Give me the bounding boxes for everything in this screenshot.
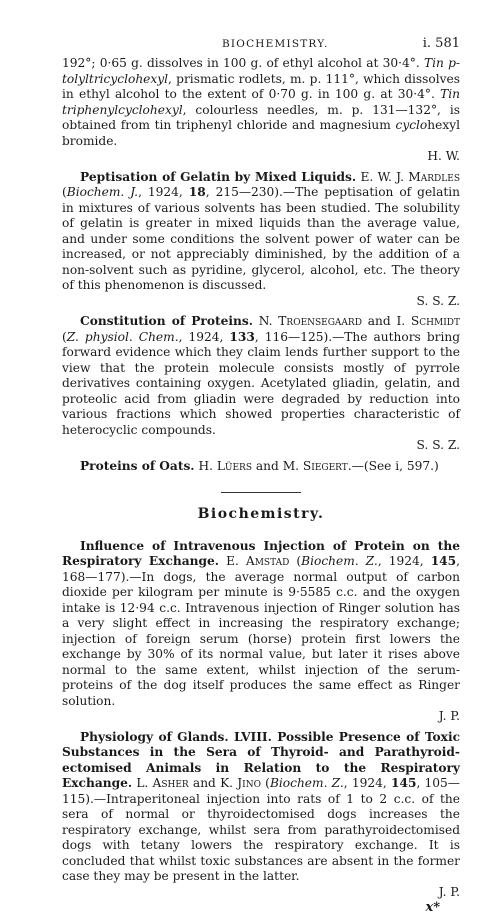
article-author: N. Troensegaard: [258, 314, 362, 328]
running-title: BIOCHEMISTRY.: [222, 38, 329, 50]
article-author: H. Lüers: [198, 458, 253, 473]
signature: J. P.: [438, 709, 460, 723]
journal-page: [62, 34, 460, 916]
article-author: E. W. J. Mardles: [360, 169, 460, 184]
signature: S. S. Z.: [416, 438, 460, 452]
abstract-constitution-proteins: Constitution of Proteins. N. Troensegaard and I. Schmidt (Z. physiol. Chem., 1924, 133, 116—125).—The authors bring forward evidence which they claim lends further support to the view that the protein molecule consists mostly of pyrrole derivatives containing oxygen. Acetylated gliadin, gelatin, and proteolic acid from gliadin were degraded by reduction into various fractions which showed properties characteristic of heterocyclic compounds.: [62, 314, 461, 437]
article-title: Constitution of Proteins.: [80, 314, 253, 328]
article-title: Peptisation of Gelatin by Mixed Liquids.: [80, 169, 357, 184]
signature: H. W.: [427, 149, 460, 163]
article-author: M. Siegert.: [282, 458, 352, 473]
article-title: Physiology of Glands. LVIII. Possible Presence of Toxic Substances in the Sera of Thyroid- and Parathyroid-ectomised Animals in Relation to the Respiratory Exchange.: [62, 729, 460, 790]
article-title: Proteins of Oats.: [80, 458, 195, 473]
article-title: Influence of Intravenous Injection of Protein on the Respiratory Exchange.: [62, 538, 460, 568]
page-header: [62, 34, 460, 56]
page-number: i. 581: [422, 36, 460, 51]
article-body: [62, 56, 460, 916]
article-author: L. Asher: [136, 776, 189, 790]
article-author: E. Amstad: [226, 554, 290, 568]
signature: J. P.: [438, 884, 460, 899]
signature: S. S. Z.: [416, 293, 460, 308]
continuation-paragraph: 192°; 0·65 g. dissolves in 100 g. of ethyl alcohol at 30·4°. Tin p-tolyltricyclohexyl, prismatic rodlets, m. p. 111°, which dissolves in ethyl alcohol to the extent of 0·70 g. in 100 g. at 30·4°. Tin triphenylcyclohexyl, colourless needles, m. p. 131—132°, is obtained from tin triphenyl chloride and magnesium cyclohexyl bromide.: [62, 56, 461, 148]
article-author: I. Schmidt: [396, 314, 461, 328]
section-divider: [221, 492, 301, 493]
abstract-proteins-oats: Proteins of Oats. H. Lüers and M. Siegert.—(See i, 597.): [80, 458, 439, 473]
abstract-peptisation: Peptisation of Gelatin by Mixed Liquids. E. W. J. Mardles (Biochem. J., 1924, 18, 215—230).—The peptisation of gelatin in mixtures of various solvents has been studied. The solubility of gelatin is greater in mixed liquids than the average value, and under some conditions the solvent power of water can be increased, or not appreciably diminished, by the addition of a non-solvent such as pyridine, glycerol, alcohol, etc. The theory of this phenomenon is discussed.: [62, 169, 460, 292]
abstract-intravenous-injection: Influence of Intravenous Injection of Protein on the Respiratory Exchange. E. Amstad (Biochem. Z., 1924, 145, 168—177).—In dogs, the average normal output of carbon dioxide per kilogram per minute is 9·5585 c.c. and the oxygen intake is 12·94 c.c. Intravenous injection of Ringer solution has a very slight effect in increasing the respiratory exchange; injection of foreign serum (horse) protein first lowers the exchange by 30% of its normal value, but later it rises above normal to the same extent, whilst injection of the serum-proteins of the dog itself produces the same effect as Ringer solution.: [62, 538, 461, 708]
signature-mark: x*: [425, 900, 440, 915]
article-author: K. Jino: [220, 776, 261, 790]
abstract-physiology-glands: Physiology of Glands. LVIII. Possible Presence of Toxic Substances in the Sera of Thyroid- and Parathyroid-ectomised Animals in Relation to the Respiratory Exchange. L. Asher and K. Jino (Biochem. Z., 1924, 145, 105—115).—Intraperitoneal injection into rats of 1 to 2 c.c. of the sera of normal or thyroidectomised dogs increases the respiratory exchange, whilst sera from parathyroidectomised dogs with tetany lowers the respiratory exchange. It is concluded that whilst toxic substances are absent in the former case they may be present in the latter.: [62, 729, 460, 883]
section-heading: Biochemistry.: [197, 506, 325, 522]
